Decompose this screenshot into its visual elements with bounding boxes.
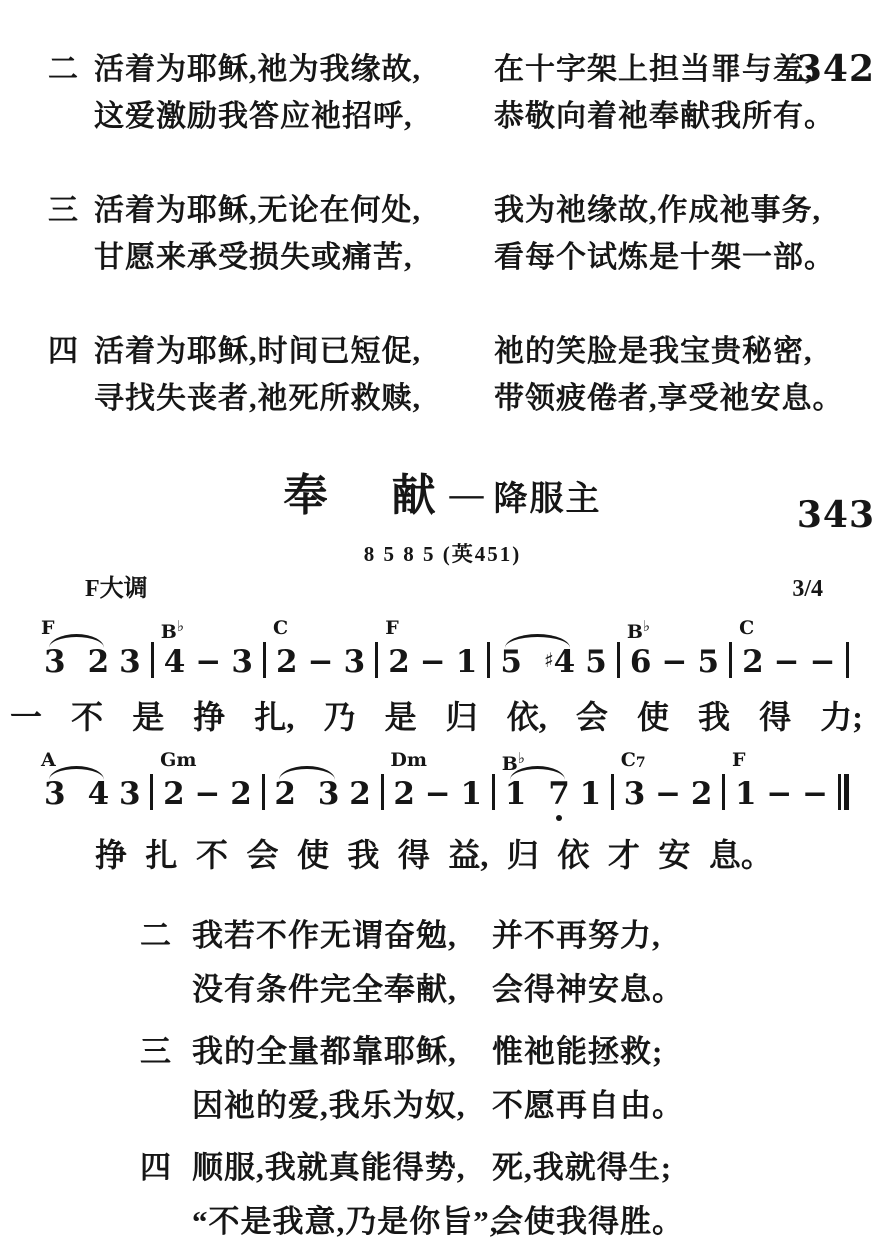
verse-number [48, 375, 94, 422]
barline [617, 642, 620, 678]
slur-group [41, 749, 110, 813]
note: ♯4 [543, 644, 576, 680]
duration-dash: − [773, 644, 800, 680]
barline [263, 642, 266, 678]
verse-block [140, 909, 885, 1017]
verse-line-left: 我若不作无谓奋勉, [192, 917, 457, 953]
duration-dash: − [195, 644, 222, 680]
lyric-char: 依, [506, 699, 547, 735]
lyric-char: 得 [397, 837, 430, 874]
note: 1 [455, 644, 478, 680]
lyric-char: 不 [71, 699, 104, 735]
verse-line-left: “不是我意,乃是你旨”, [192, 1203, 499, 1239]
lyric-line-2 [95, 836, 773, 874]
verse-line-left: 因祂的爱,我乐为奴, [192, 1087, 466, 1123]
note: Gm 2 [160, 749, 197, 813]
verse-number: 三 [140, 1033, 171, 1069]
chord-label: Gm [160, 749, 197, 772]
verse-line-right: 祂的笑脸是我宝贵秘密, [494, 335, 813, 368]
lyric-char: 依 [557, 837, 590, 874]
note: 5 [500, 644, 522, 680]
lyric-char: 会 [575, 699, 608, 735]
verse-row [48, 187, 871, 234]
note: C 2 [739, 617, 764, 680]
duration-dash: − [419, 644, 446, 680]
note: C 2 [272, 617, 298, 680]
verse-row [140, 1025, 885, 1079]
chord-label: C [272, 617, 289, 639]
lyric-char: 扎, [254, 699, 295, 735]
verse-line-right: 不愿再自由。 [492, 1087, 684, 1123]
page-number-343: 343 [796, 494, 875, 536]
hymn-title-dash: — [449, 476, 484, 513]
duration-dash: − [307, 644, 334, 680]
verse-line-right: 我为祂缘故,作成祂事务, [494, 194, 821, 227]
verse-block [48, 46, 871, 140]
duration-dash: − [809, 644, 836, 680]
verse-row [48, 375, 871, 422]
verse-line-right: 并不再努力, [492, 917, 661, 953]
verse-number: 四 [48, 335, 78, 368]
note: 5 [697, 644, 720, 680]
barline [151, 642, 154, 678]
sharp-sign: ♯ [543, 648, 554, 672]
lyric-char: 是 [384, 699, 417, 735]
verse-line-left: 寻找失丧者,祂死所救赎, [94, 382, 421, 415]
page-number-342: 342 [796, 48, 875, 90]
barline [729, 642, 732, 678]
note: 2 [87, 644, 110, 680]
note: 3 [119, 644, 141, 680]
barline [487, 642, 490, 678]
verse-number: 四 [140, 1149, 171, 1185]
verse-line-right: 惟祂能拯救; [492, 1033, 664, 1069]
slur-group [500, 644, 576, 680]
hymn-343-verses [140, 909, 885, 1249]
barline [381, 774, 384, 810]
note: 3 [231, 644, 253, 680]
note: 3 [343, 644, 366, 680]
verse-row [48, 93, 871, 140]
verse-line-right: 会得神安息。 [492, 971, 684, 1007]
note: 3 [118, 776, 141, 813]
verse-block [140, 1025, 885, 1133]
verse-number [140, 1195, 192, 1249]
note: 1 [460, 776, 483, 813]
verse-block [48, 187, 871, 281]
verse-line-left: 这爱激励我答应祂招呼, [94, 100, 413, 133]
double-barline [838, 774, 849, 810]
hymn-title-subtitle: 降服主 [493, 481, 602, 518]
flat-sign: ♭ [517, 749, 525, 768]
meter-code: 8 5 8 5 (英451) [363, 542, 522, 566]
hymn-342-verses [48, 46, 871, 422]
duration-dash: − [655, 776, 682, 813]
verse-line-left: 甘愿来承受损失或痛苦, [94, 241, 413, 274]
verse-row [48, 234, 871, 281]
verse-number [48, 93, 94, 140]
verse-number [48, 234, 94, 281]
note: 2 [230, 776, 252, 813]
note: 4 [87, 776, 110, 813]
verse-number: 二 [140, 917, 171, 953]
barline [722, 774, 725, 810]
lyric-char: 扎 [145, 837, 178, 874]
verse-row [48, 46, 871, 93]
lyric-char: 挣 [95, 837, 128, 874]
music-line-1 [41, 617, 849, 680]
note: 7 [548, 776, 570, 813]
music-line-2 [41, 749, 849, 813]
note: 2 [349, 776, 371, 813]
chord-label: Dm [390, 749, 428, 772]
duration-dash: − [802, 776, 829, 813]
lyric-char: 会 [246, 837, 279, 874]
note: 2 [690, 776, 713, 813]
note: B♭ 1 [501, 749, 527, 813]
key-signature: F大调 [85, 576, 148, 602]
verse-row [48, 328, 871, 375]
lyric-char: 使 [636, 699, 669, 735]
chord-label: C7 [620, 749, 646, 772]
verse-line-left: 没有条件完全奉献, [192, 971, 457, 1007]
barline [375, 642, 378, 678]
note: A 3 [41, 749, 66, 813]
note: 5 [585, 644, 607, 680]
duration-dash: − [424, 776, 451, 813]
time-signature: 3/4 [792, 576, 823, 602]
flat-sign: ♭ [642, 617, 650, 635]
note: B♭ 6 [626, 617, 652, 680]
chord-label: B♭ [626, 617, 650, 643]
lyric-char: 归 [445, 699, 478, 735]
note: Dm 2 [390, 749, 428, 813]
lyric-char: 力; [820, 699, 863, 735]
chord-label: B♭ [160, 617, 184, 643]
verse-row [140, 1195, 885, 1249]
note: C7 3 [620, 749, 646, 813]
verse-line-left: 活着为耶稣,无论在何处, [94, 194, 421, 227]
chord-label: F [732, 749, 746, 772]
lyric-verse-number: 一 [10, 699, 43, 735]
note: 1 [579, 776, 602, 813]
note: 2 [274, 776, 296, 813]
verse-block [48, 328, 871, 422]
verse-line-right: 死,我就得生; [492, 1149, 673, 1185]
lyric-char: 归 [506, 837, 539, 874]
note: F 2 [385, 617, 410, 680]
lyric-char: 不 [195, 837, 228, 874]
lyric-line-1 [10, 698, 863, 736]
chord-label: B♭ [501, 749, 525, 776]
verse-line-right: 看每个试炼是十架一部。 [494, 241, 835, 274]
barline [150, 774, 153, 810]
lyric-char: 我 [347, 837, 380, 874]
lyric-char: 我 [698, 699, 731, 735]
chord-seventh: 7 [635, 755, 646, 772]
verse-line-right: 在十字架上担当罪与羞; [494, 53, 815, 86]
note: 3 [317, 776, 340, 813]
barline [492, 774, 495, 810]
lyric-char: 才 [607, 837, 640, 874]
lyric-char: 息。 [708, 837, 773, 874]
key-time-row [85, 574, 823, 604]
verse-line-left: 活着为耶稣,祂为我缘故, [94, 53, 421, 86]
verse-line-right: 带领疲倦者,享受祂安息。 [494, 382, 844, 415]
duration-dash: − [766, 776, 793, 813]
flat-sign: ♭ [176, 617, 184, 635]
lyric-char: 挣 [193, 699, 226, 735]
verse-line-right: 恭敬向着祂奉献我所有。 [494, 100, 835, 133]
note: F 1 [732, 749, 757, 813]
verse-row [140, 1079, 885, 1133]
verse-line-left: 顺服,我就真能得势, [192, 1149, 466, 1185]
hymn-title-main: 奉 献 [283, 471, 446, 520]
hymn-title [0, 469, 885, 532]
lyric-char: 使 [296, 837, 329, 874]
slur-group [501, 749, 570, 813]
lyric-char: 得 [759, 699, 792, 735]
barline [262, 774, 265, 810]
verse-line-left: 活着为耶稣,时间已短促, [94, 335, 421, 368]
verse-row [140, 909, 885, 963]
duration-dash: − [194, 776, 221, 813]
note: F 3 [41, 617, 66, 680]
verse-row [140, 963, 885, 1017]
lyric-char: 乃 [323, 699, 356, 735]
chord-label: C [739, 617, 755, 639]
lyric-char: 是 [132, 699, 165, 735]
chord-label: F [41, 617, 55, 639]
slur-group [274, 776, 340, 813]
verse-line-right: 会使我得胜。 [492, 1203, 684, 1239]
lyric-char: 益, [448, 837, 489, 874]
verse-number: 二 [48, 53, 78, 86]
verse-number: 三 [48, 194, 78, 227]
verse-row [140, 1141, 885, 1195]
lyric-char: 安 [658, 837, 691, 874]
chord-label: F [385, 617, 399, 639]
verse-number [140, 1079, 192, 1133]
slur-group [41, 617, 110, 680]
note: B♭ 4 [160, 617, 186, 680]
barline [611, 774, 614, 810]
barline [846, 642, 849, 678]
verse-line-left: 我的全量都靠耶稣, [192, 1033, 457, 1069]
verse-number [140, 963, 192, 1017]
chord-label: A [41, 749, 56, 772]
duration-dash: − [661, 644, 688, 680]
